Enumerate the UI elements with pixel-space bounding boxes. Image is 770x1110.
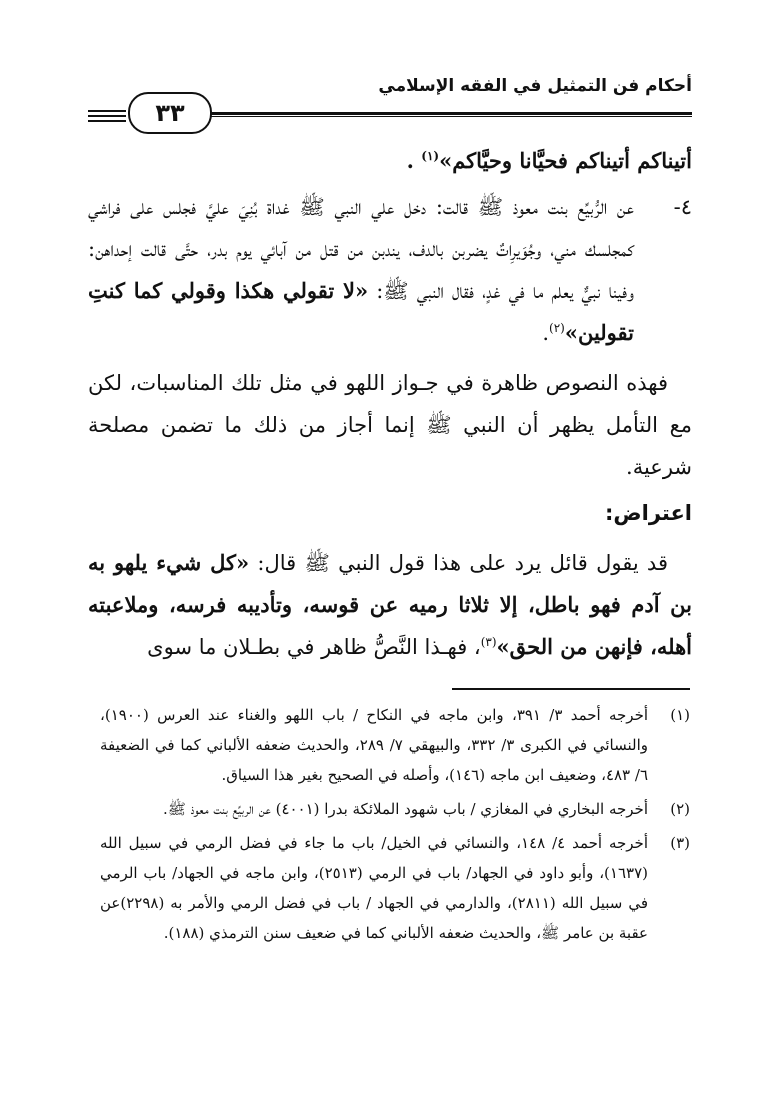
item-quote: «لا تقولي هكذا وقولي كما كنتِ تقولين» (88, 278, 634, 345)
footnote-text: أخرجه أحمد ٣/ ٣٩١، وابن ماجه في النكاح / باب اللهو والغناء عند العرس (١٩٠٠)، والنسائي في الكبرى ٣/ ٣٣٢، والبيهقي ٧/ ٢٨٩، والحديث ضعفه الألباني كما في الضعيفة ٦/ ٤٨٣، وضعيف ابن ماجه (١٤٦)، وأصله في الصحيح بغير هذا السياق. (100, 706, 649, 784)
footnote-separator (452, 688, 690, 690)
numbered-item-4 (88, 186, 692, 354)
item-body: عن الرُّبيِّع بنت معوذ ﷺ قالت: دخل علي النبي ﷺ غداة بُنِيَ عليَّ فجلس على فراشي كمجلسك مني، وجُوَيرِاتٌ يضربن بالدف، يندبن من قتل من آبائي يوم بدر، حتَّى قالت إحداهن: وفينا نبيٌّ يعلم ما في غدٍ، فقال النبي ﷺ: (88, 195, 635, 303)
item-text (88, 186, 634, 354)
footnote-2 (100, 794, 690, 824)
footnote-text: أخرجه البخاري في المغازي / باب شهود الملائكة بدرا (٤٠٠١) عن الربيِّع بنت معوذ ﷺ. (162, 800, 648, 818)
running-header-title: أحكام فن التمثيل في الفقه الإسلامي (378, 76, 692, 96)
continued-quote-line (88, 140, 692, 182)
footnote-number: (٢) (670, 800, 690, 818)
paragraph-1: فهذه النصوص ظاهرة في جـواز اللهو في مثل تلك المناسبات، لكن مع التأمل يظهر أن النبي ﷺ إنما أجاز من ذلك ما تضمن مصلحة شرعية. (88, 371, 692, 479)
footnote-number: (٣) (670, 834, 690, 852)
footnote-3 (100, 828, 690, 948)
footnote-ref-2: (٢) (549, 321, 565, 335)
main-text (88, 140, 692, 668)
footnote-1 (100, 700, 690, 790)
running-header (88, 72, 692, 132)
page-number: ٣٣ (128, 92, 212, 134)
para2-quote: «كل شيء يلهو به بن آدم فهو باطل، إلا ثلاثا رميه عن قوسه، وتأديبه فرسه، وملاعبته أهله، فإنهن من الحق» (88, 550, 692, 659)
quote-end: . (406, 148, 422, 173)
header-left-lines (88, 110, 126, 125)
para2-body: قد يقول قائل يرد على هذا قول النبي ﷺ قال: (249, 551, 668, 575)
footnote-ref-3: (٣) (480, 635, 497, 649)
footnote-number: (١) (670, 706, 690, 724)
para2-end: ، فهـذا النَّصُّ ظاهر في بطـلان ما سوى (147, 635, 481, 659)
footnote-text: أخرجه أحمد ٤/ ١٤٨، والنسائي في الخيل/ باب ما جاء في فضل الرمي في سبيل الله (١٦٣٧)، وأبو داود في الجهاد/ باب في الرمي (٢٥١٣)، وابن ماجه في الجهاد/ باب الرمي في سبيل الله (٢٨١١)، والدارمي في الجهاد / باب في فضل الرمي والأمر به (٢٢٩٨)عن عقبة بن عامر ﷺ، والحديث ضعفه الألباني كما في ضعيف سنن الترمذي (١٨٨). (100, 834, 648, 942)
quote-text: أتيناكم أتيناكم فحيَّانا وحيَّاكم» (439, 148, 692, 173)
section-heading: اعتراض: (604, 501, 692, 525)
item-number: ٤- (673, 195, 692, 219)
paragraph-2 (88, 542, 692, 668)
header-rule (208, 112, 692, 115)
footnotes (100, 700, 690, 952)
header-rule-thin (208, 116, 692, 117)
footnote-ref-1: (١) (421, 149, 440, 163)
item-end: . (542, 321, 549, 345)
